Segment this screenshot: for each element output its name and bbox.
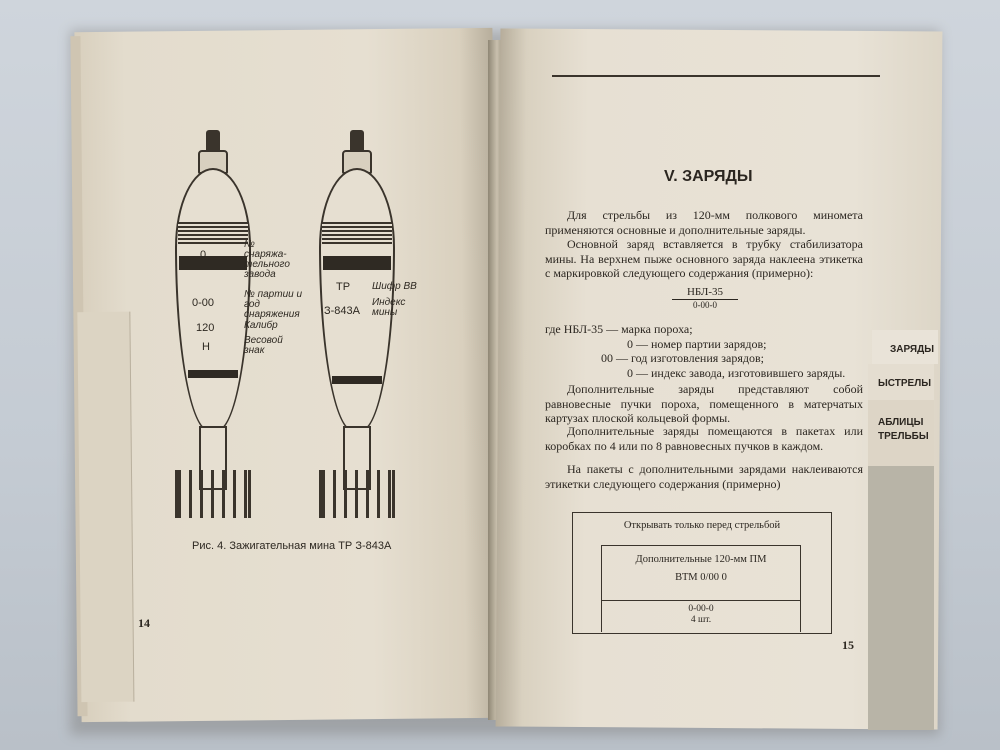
legend-key: где НБЛ-35 bbox=[545, 322, 604, 336]
label-mark-1: 0-00 bbox=[192, 297, 215, 309]
label-mark-tp: ТР bbox=[336, 281, 351, 293]
paragraph-1: Для стрельбы из 120-мм полкового миномета применяются основные и дополнительные заряды. bbox=[545, 208, 863, 237]
thumb-tab-rounds[interactable] bbox=[868, 364, 934, 400]
legend-row bbox=[545, 366, 865, 381]
paragraph-2: Основной заряд вставляется в трубку стабилизатора мины. На верхнем пыже основного заряда наклеена этикетка с маркировкой следующего содержания (примерно): bbox=[545, 237, 863, 280]
formula-denominator: 0-00-0 bbox=[693, 300, 717, 310]
thumb-tab-firing-tables[interactable] bbox=[868, 400, 934, 466]
legend-text: — год изготовления зарядов; bbox=[616, 351, 764, 365]
legend-key: 00 bbox=[601, 351, 613, 365]
label-desc-2: Калибр bbox=[244, 320, 278, 331]
label-mark-0: 0 bbox=[200, 249, 207, 261]
label-box-separator bbox=[602, 600, 800, 601]
label-desc-index: Индекс мины bbox=[372, 297, 406, 318]
formula-numerator: НБЛ-35 bbox=[672, 286, 738, 300]
charge-label-box bbox=[572, 512, 832, 634]
label-box-line1: Дополнительные 120-мм ПМ bbox=[635, 554, 767, 565]
paragraph-4: Дополнительные заряды помещаются в пакетах или коробках по 4 или по 8 равновесных пучков в каждом. bbox=[545, 424, 863, 453]
formula-legend bbox=[545, 322, 865, 380]
legend-row bbox=[545, 337, 865, 352]
thumb-tab-label: ЫСТРЕЛЫ bbox=[878, 378, 932, 389]
powder-formula bbox=[672, 286, 738, 310]
thumb-tab-label: ЗАРЯДЫ bbox=[890, 344, 935, 355]
label-box-inner bbox=[601, 545, 801, 632]
label-mark-3: Н bbox=[202, 341, 210, 353]
figure-caption: Рис. 4. Зажигательная мина ТР З-843А bbox=[192, 540, 392, 552]
label-box-header: Открывать только перед стрельбой bbox=[623, 520, 781, 531]
label-desc-3: Весовой знак bbox=[244, 335, 283, 356]
legend-text: — индекс завода, изготовившего заряды. bbox=[636, 365, 846, 380]
thumb-tab-charges[interactable] bbox=[872, 330, 938, 364]
thumb-tab-label: АБЛИЦЫ ТРЕЛЬБЫ bbox=[878, 417, 929, 442]
label-mark-index: З-843А bbox=[324, 305, 360, 317]
label-mark-2: 120 bbox=[196, 322, 215, 334]
section-title: V. ЗАРЯДЫ bbox=[664, 168, 753, 185]
label-box-count: 4 шт. bbox=[690, 615, 712, 625]
label-desc-1: № партии и год снаряжения bbox=[244, 289, 303, 320]
legend-key: 0 bbox=[627, 336, 633, 351]
thumb-tab-blank bbox=[868, 466, 934, 730]
paragraph-3: Дополнительные заряды представляют собой равновесные пучки пороха, помещенного в матерчатых картузах плоской кольцевой формы. bbox=[545, 382, 863, 425]
label-box-batch: 0-00-0 bbox=[688, 604, 714, 614]
legend-row bbox=[545, 351, 865, 366]
mine-figure bbox=[140, 130, 460, 530]
header-rule bbox=[552, 75, 880, 77]
label-box-line3 bbox=[602, 604, 800, 626]
label-desc-0: № снаряжа- тельного завода bbox=[244, 239, 290, 280]
legend-row bbox=[545, 322, 865, 337]
label-box-line2: ВТМ 0/00 0 bbox=[675, 572, 727, 583]
thumb-index bbox=[868, 330, 940, 730]
label-desc-tp: Шифр ВВ bbox=[372, 281, 417, 292]
legend-text: — марка пороха; bbox=[606, 322, 693, 336]
mine-drawing-right bbox=[302, 130, 412, 530]
paragraph-5: На пакеты с дополнительными зарядами наклеиваются этикетки следующего содержания (примерно) bbox=[545, 462, 863, 491]
page-number-left: 14 bbox=[138, 616, 150, 630]
left-page-insert bbox=[77, 312, 134, 703]
legend-key: 0 bbox=[627, 365, 633, 380]
page-number-right: 15 bbox=[842, 638, 854, 652]
legend-text: — номер партии зарядов; bbox=[636, 336, 767, 351]
